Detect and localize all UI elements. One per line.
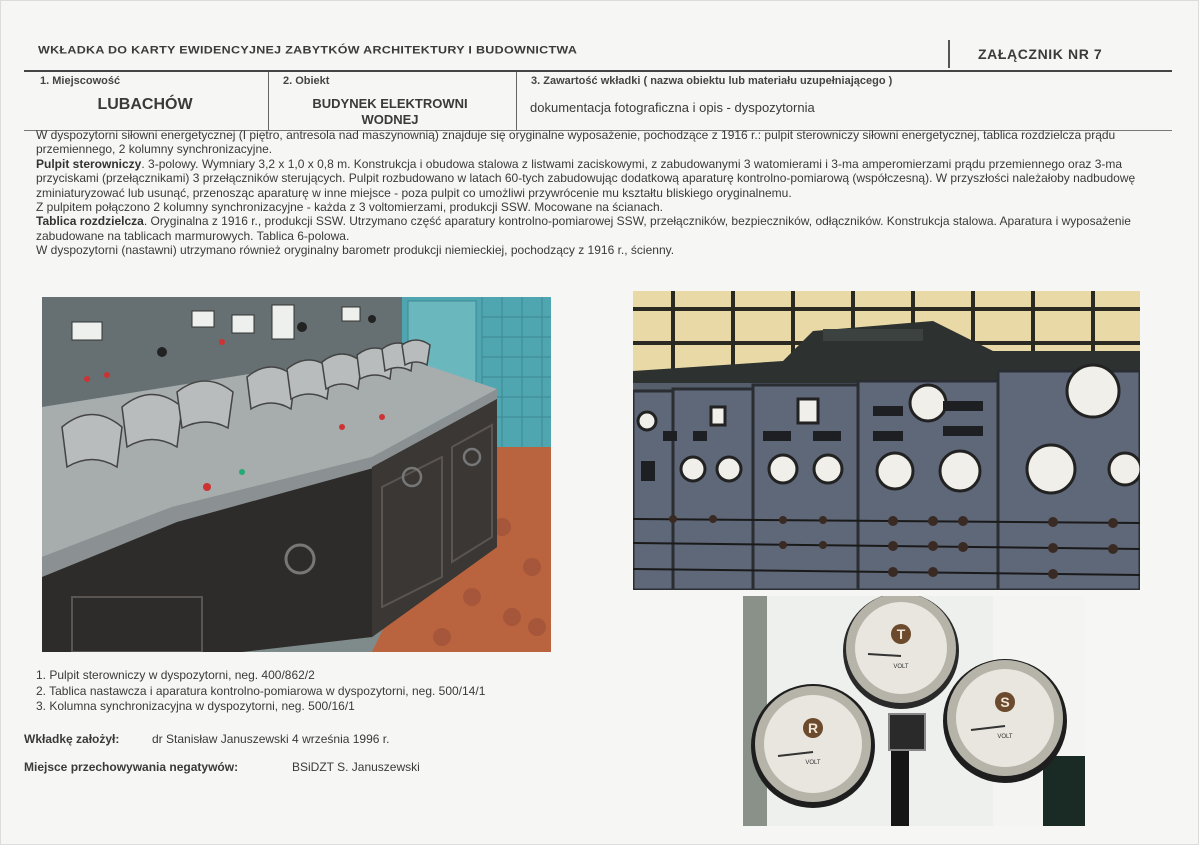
object-value bbox=[275, 96, 505, 128]
control-desk-text: . 3-polowy. Wymniary 3,2 x 1,0 x 0,8 m. Konstrukcja i obudowa stalowa z listwami zaciskowymi, z zabudowanymi 3 watomierami i 3-ma amperomierzami prądu przemiennego oraz 3-ma przyciskami (przełącznikami) 3 przełączników sterujących. Pulpit rozbudowano w latach 60-tych zabudowując dodatkową aparaturę kontrolno-pomiarową (współczesną). W przyszłości należałoby nadbudowę zminiaturyzować lub usunąć, przenosząc aparaturę w inne miejsce - poza pulpit co umożliwi przywrócenie mu kształtu bliskiego oryginalnemu. bbox=[36, 156, 1136, 200]
content-value: dokumentacja fotograficzna i opis - dyspozytornia bbox=[530, 100, 815, 115]
photo-switchboard bbox=[633, 291, 1140, 590]
control-desk-heading: Pulpit sterowniczy bbox=[36, 156, 142, 171]
dial-letter-t: T bbox=[896, 626, 906, 642]
author-value: dr Stanisław Januszewski 4 września 1996 r. bbox=[152, 732, 390, 746]
caption-2: 2. Tablica nastawcza i aparatura kontrolno-pomiarowa w dyspozytorni, neg. 500/14/1 bbox=[36, 683, 486, 698]
photo-sync-column bbox=[743, 596, 1085, 826]
dial-unit-r: VOLT bbox=[805, 760, 821, 766]
cell-separator bbox=[268, 72, 269, 130]
switchboard-heading: Tablica rozdzielcza bbox=[36, 214, 144, 229]
paragraph-barometer: W dyspozytorni (nastawni) utrzymano również oryginalny barometr produkcji niemieckiej, pochodzący z 1916 r., ścienny. bbox=[36, 243, 675, 258]
photo-control-desk bbox=[42, 297, 551, 652]
dial-unit-t: VOLT bbox=[893, 664, 909, 670]
object-value-line2: WODNEJ bbox=[361, 112, 419, 127]
object-value-line1: BUDYNEK ELEKTROWNI bbox=[312, 96, 468, 111]
paragraph-sync-columns: Z pulpitem połączono 2 kolumny synchronizacyjne - każda z 3 voltomierzami, produkcji SSW. Mocowane na ścianach. bbox=[36, 200, 663, 215]
paragraph-intro: W dyspozytorni siłowni energetycznej (I piętro, antresola nad maszynownią) znajduje się oryginalne wyposażenie, pochodzące z 1916 r.: pulpit sterowniczy siłowni energetycznej, tablica rozdzielcza prądu przemiennego, 2 kolumny synchronizacyjne. bbox=[36, 128, 1116, 157]
header-rule bbox=[24, 70, 1172, 72]
content-label: 3. Zawartość wkładki ( nazwa obiektu lub materiału uzupełniającego ) bbox=[531, 75, 893, 87]
paragraph-control-desk bbox=[36, 157, 1166, 200]
paragraph-switchboard bbox=[36, 214, 1166, 243]
attachment-number: ZAŁĄCZNIK NR 7 bbox=[978, 46, 1103, 62]
locality-label: 1. Miejscowość bbox=[40, 75, 121, 87]
photo-captions bbox=[36, 668, 485, 715]
author-label: Wkładkę założył: bbox=[24, 732, 120, 746]
locality-value: LUBACHÓW bbox=[97, 96, 193, 113]
cell-separator bbox=[516, 72, 517, 130]
dial-letter-s: S bbox=[1000, 694, 1010, 710]
caption-3: 3. Kolumna synchronizacyjna w dyspozytorni, neg. 500/16/1 bbox=[36, 699, 355, 714]
caption-1: 1. Pulpit sterowniczy w dyspozytorni, neg. 400/862/2 bbox=[36, 668, 315, 682]
form-title: WKŁADKA DO KARTY EWIDENCYJNEJ ZABYTKÓW ARCHITEKTURY I BUDOWNICTWA bbox=[38, 44, 578, 56]
object-label: 2. Obiekt bbox=[283, 75, 330, 87]
dial-unit-s: VOLT bbox=[997, 734, 1013, 740]
switchboard-text: . Oryginalna z 1916 r., produkcji SSW. Utrzymano część aparatury kontrolno-pomiarowej SSW, przełączników, bezpieczników, odłączników. Konstrukcja stalowa. Aparatura i wyposażenie zabudowane na tablicach marmurowych. Tablica 6-polowa. bbox=[36, 214, 1131, 243]
dial-letter-r: R bbox=[807, 720, 819, 736]
storage-value: BSiDZT S. Januszewski bbox=[292, 760, 420, 774]
storage-label: Miejsce przechowywania negatywów: bbox=[24, 760, 239, 774]
description-text bbox=[36, 128, 1166, 258]
header-divider bbox=[948, 40, 950, 68]
